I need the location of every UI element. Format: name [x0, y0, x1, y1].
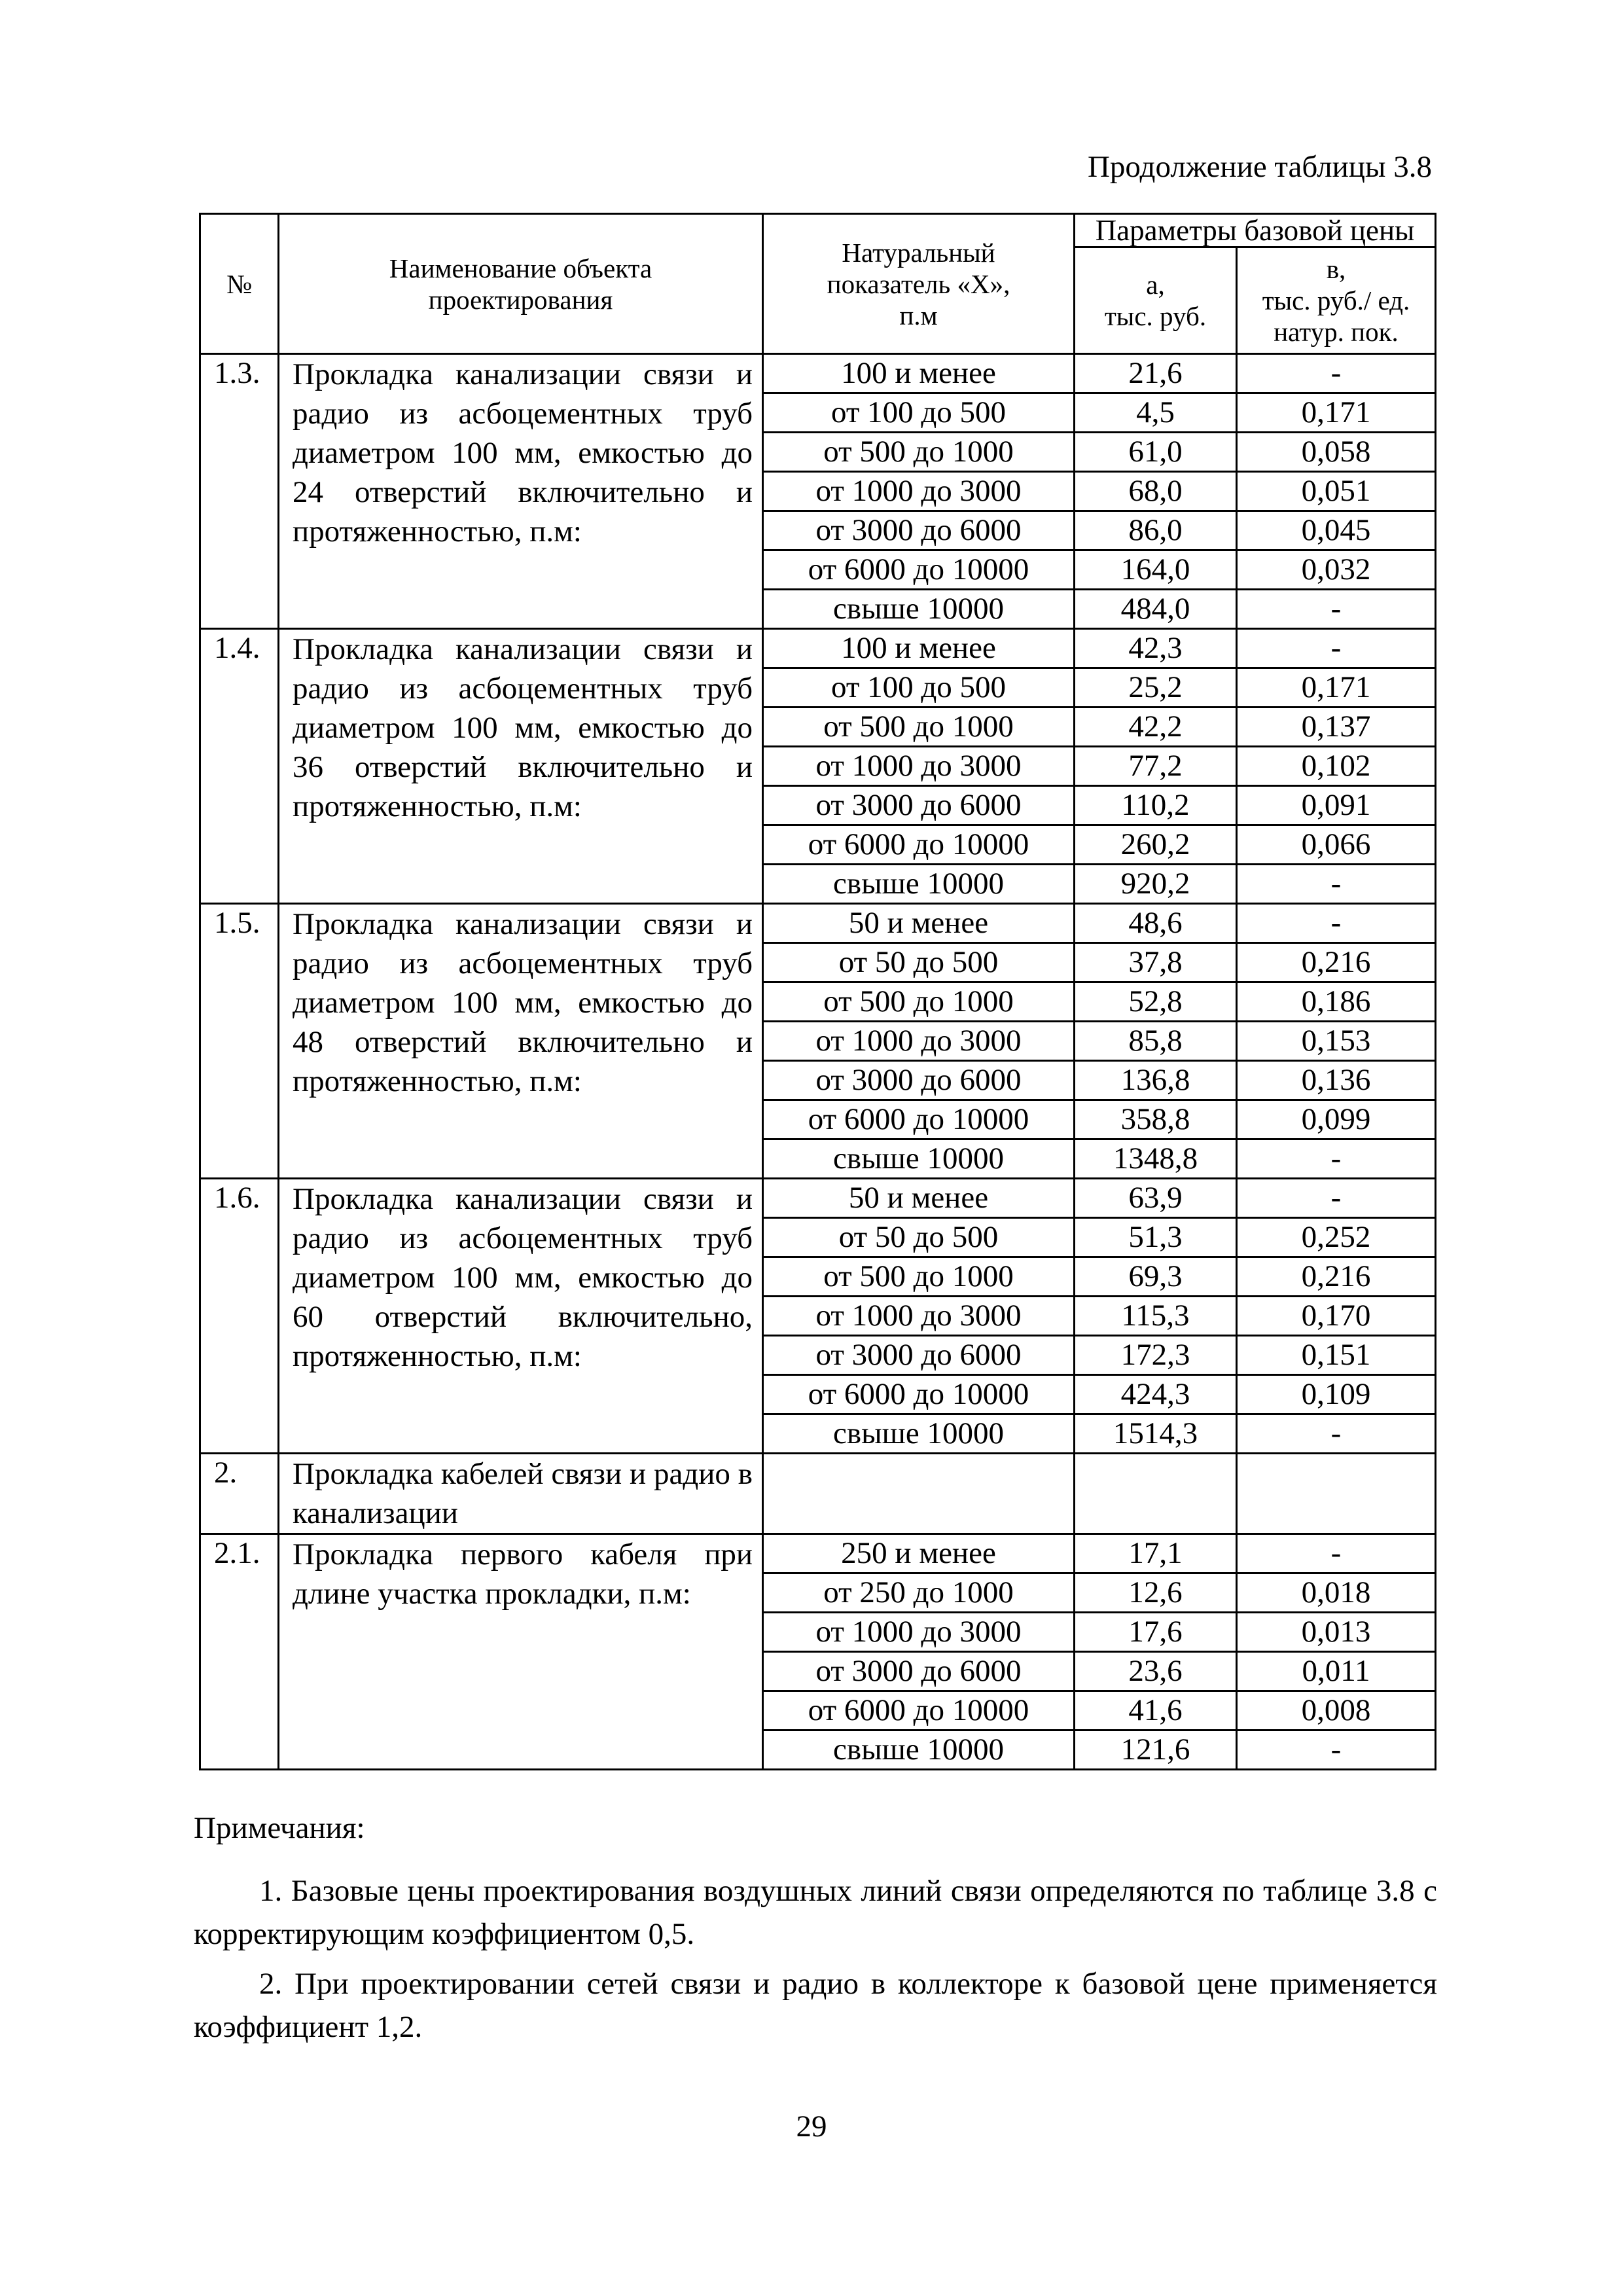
- notes-section: [194, 1806, 1437, 2055]
- price-b: 0,109: [1237, 1375, 1436, 1414]
- table-body: [200, 354, 1436, 1770]
- note-item: 2. При проектировании сетей связи и радио в коллекторе к базовой цене применяется коэффициент 1,2.: [194, 1967, 1437, 2044]
- item-description: Прокладка первого кабеля при длине участка прокладки, п.м:: [279, 1534, 763, 1770]
- table-row: [200, 1179, 1436, 1218]
- price-a: 21,6: [1075, 354, 1237, 393]
- indicator-range: свыше 10000: [763, 590, 1075, 629]
- indicator-range: от 1000 до 3000: [763, 747, 1075, 786]
- table-row: [200, 904, 1436, 943]
- price-b: 0,066: [1237, 825, 1436, 865]
- indicator-range: от 1000 до 3000: [763, 1613, 1075, 1652]
- price-b: -: [1237, 865, 1436, 904]
- indicator-range: от 500 до 1000: [763, 433, 1075, 472]
- header-indicator: [763, 214, 1075, 354]
- indicator-range: от 500 до 1000: [763, 708, 1075, 747]
- header-indicator-line: показатель «Х»,: [827, 268, 1010, 299]
- price-b: 0,170: [1237, 1297, 1436, 1336]
- price-a: 63,9: [1075, 1179, 1237, 1218]
- price-a: 37,8: [1075, 943, 1237, 982]
- price-b: 0,151: [1237, 1336, 1436, 1375]
- item-number: 1.6.: [200, 1179, 279, 1454]
- header-b: [1237, 247, 1436, 354]
- price-b: 0,136: [1237, 1061, 1436, 1100]
- indicator-range: от 6000 до 10000: [763, 550, 1075, 590]
- price-b: 0,216: [1237, 943, 1436, 982]
- item-description: Прокладка канализации связи и радио из асбоцементных труб диаметром 100 мм, емкостью до 24 отверстий включительно и протяженностью, п.м:: [279, 354, 763, 629]
- indicator-range: от 500 до 1000: [763, 1257, 1075, 1297]
- table-row: [200, 1454, 1436, 1534]
- item-number: 1.3.: [200, 354, 279, 629]
- header-num: №: [200, 214, 279, 354]
- price-b: 0,252: [1237, 1218, 1436, 1257]
- price-b: -: [1237, 1179, 1436, 1218]
- price-b: 0,045: [1237, 511, 1436, 550]
- table-row: [200, 1534, 1436, 1573]
- price-b: [1237, 1454, 1436, 1534]
- price-b: -: [1237, 904, 1436, 943]
- price-b: 0,171: [1237, 393, 1436, 433]
- price-a: 115,3: [1075, 1297, 1237, 1336]
- price-a: 121,6: [1075, 1731, 1237, 1770]
- price-a: 17,1: [1075, 1534, 1237, 1573]
- indicator-range: от 100 до 500: [763, 393, 1075, 433]
- indicator-range: от 6000 до 10000: [763, 825, 1075, 865]
- price-a: 920,2: [1075, 865, 1237, 904]
- price-a: 358,8: [1075, 1100, 1237, 1139]
- price-b: 0,171: [1237, 668, 1436, 708]
- base-price-table: [199, 213, 1436, 1770]
- item-number: 2.: [200, 1454, 279, 1534]
- indicator-range: от 250 до 1000: [763, 1573, 1075, 1613]
- header-a-line: тыс. руб.: [1104, 301, 1207, 331]
- indicator-range: 100 и менее: [763, 629, 1075, 668]
- indicator-range: 50 и менее: [763, 904, 1075, 943]
- price-a: 110,2: [1075, 786, 1237, 825]
- price-a: [1075, 1454, 1237, 1534]
- header-indicator-line: п.м: [899, 300, 938, 331]
- indicator-range: 100 и менее: [763, 354, 1075, 393]
- indicator-range: 50 и менее: [763, 1179, 1075, 1218]
- price-a: 17,6: [1075, 1613, 1237, 1652]
- indicator-range: свыше 10000: [763, 865, 1075, 904]
- price-a: 41,6: [1075, 1691, 1237, 1731]
- table-row: [200, 354, 1436, 393]
- item-description: Прокладка канализации связи и радио из асбоцементных труб диаметром 100 мм, емкостью до 48 отверстий включительно и протяженностью, п.м:: [279, 904, 763, 1179]
- header-name: [279, 214, 763, 354]
- price-b: 0,011: [1237, 1652, 1436, 1691]
- price-a: 61,0: [1075, 433, 1237, 472]
- price-a: 69,3: [1075, 1257, 1237, 1297]
- price-b: 0,137: [1237, 708, 1436, 747]
- indicator-range: [763, 1454, 1075, 1534]
- item-number: 2.1.: [200, 1534, 279, 1770]
- price-b: 0,099: [1237, 1100, 1436, 1139]
- price-a: 172,3: [1075, 1336, 1237, 1375]
- price-a: 77,2: [1075, 747, 1237, 786]
- price-a: 68,0: [1075, 472, 1237, 511]
- indicator-range: от 500 до 1000: [763, 982, 1075, 1022]
- price-b: 0,032: [1237, 550, 1436, 590]
- price-a: 136,8: [1075, 1061, 1237, 1100]
- price-b: 0,013: [1237, 1613, 1436, 1652]
- header-a-line: а,: [1146, 270, 1165, 300]
- price-a: 25,2: [1075, 668, 1237, 708]
- indicator-range: от 3000 до 6000: [763, 1652, 1075, 1691]
- price-b: 0,216: [1237, 1257, 1436, 1297]
- header-indicator-line: Натуральный: [842, 237, 995, 268]
- indicator-range: 250 и менее: [763, 1534, 1075, 1573]
- price-a: 484,0: [1075, 590, 1237, 629]
- price-b: 0,058: [1237, 433, 1436, 472]
- indicator-range: от 1000 до 3000: [763, 1297, 1075, 1336]
- item-description: Прокладка канализации связи и радио из асбоцементных труб диаметром 100 мм, емкостью до 60 отверстий включительно, протяженностью, п.м:: [279, 1179, 763, 1454]
- price-a: 424,3: [1075, 1375, 1237, 1414]
- price-a: 51,3: [1075, 1218, 1237, 1257]
- price-b: -: [1237, 1414, 1436, 1454]
- table-row: [200, 629, 1436, 668]
- price-a: 52,8: [1075, 982, 1237, 1022]
- price-a: 1514,3: [1075, 1414, 1237, 1454]
- table-header: [200, 214, 1436, 354]
- indicator-range: от 3000 до 6000: [763, 511, 1075, 550]
- price-b: -: [1237, 354, 1436, 393]
- price-b: 0,186: [1237, 982, 1436, 1022]
- indicator-range: свыше 10000: [763, 1139, 1075, 1179]
- price-b: 0,051: [1237, 472, 1436, 511]
- indicator-range: от 6000 до 10000: [763, 1100, 1075, 1139]
- indicator-range: от 3000 до 6000: [763, 1336, 1075, 1375]
- price-a: 164,0: [1075, 550, 1237, 590]
- table-caption: Продолжение таблицы 3.8: [1087, 150, 1432, 184]
- header-b-line: натур. пок.: [1274, 317, 1399, 347]
- price-a: 1348,8: [1075, 1139, 1237, 1179]
- indicator-range: от 50 до 500: [763, 943, 1075, 982]
- price-a: 48,6: [1075, 904, 1237, 943]
- item-description: Прокладка канализации связи и радио из асбоцементных труб диаметром 100 мм, емкостью до 36 отверстий включительно и протяженностью, п.м:: [279, 629, 763, 904]
- indicator-range: от 50 до 500: [763, 1218, 1075, 1257]
- indicator-range: от 1000 до 3000: [763, 472, 1075, 511]
- indicator-range: свыше 10000: [763, 1731, 1075, 1770]
- price-b: 0,102: [1237, 747, 1436, 786]
- indicator-range: от 3000 до 6000: [763, 1061, 1075, 1100]
- indicator-range: от 6000 до 10000: [763, 1691, 1075, 1731]
- price-a: 42,2: [1075, 708, 1237, 747]
- indicator-range: от 3000 до 6000: [763, 786, 1075, 825]
- page-number: 29: [796, 2109, 827, 2144]
- price-a: 85,8: [1075, 1022, 1237, 1061]
- header-b-line: в,: [1326, 254, 1346, 284]
- price-a: 86,0: [1075, 511, 1237, 550]
- item-number: 1.4.: [200, 629, 279, 904]
- header-b-line: тыс. руб./ ед.: [1262, 285, 1410, 315]
- item-description: Прокладка кабелей связи и радио в канализации: [279, 1454, 763, 1534]
- header-name-text: Наименование объекта проектирования: [389, 253, 652, 315]
- price-a: 42,3: [1075, 629, 1237, 668]
- price-b: -: [1237, 1731, 1436, 1770]
- indicator-range: свыше 10000: [763, 1414, 1075, 1454]
- indicator-range: от 6000 до 10000: [763, 1375, 1075, 1414]
- price-b: 0,091: [1237, 786, 1436, 825]
- price-b: 0,008: [1237, 1691, 1436, 1731]
- price-b: -: [1237, 590, 1436, 629]
- price-b: -: [1237, 629, 1436, 668]
- notes-title: Примечания:: [194, 1811, 365, 1845]
- header-params: Параметры базовой цены: [1075, 214, 1436, 247]
- price-b: 0,018: [1237, 1573, 1436, 1613]
- indicator-range: от 1000 до 3000: [763, 1022, 1075, 1061]
- item-number: 1.5.: [200, 904, 279, 1179]
- price-a: 260,2: [1075, 825, 1237, 865]
- header-a: [1075, 247, 1237, 354]
- note-item: 1. Базовые цены проектирования воздушных линий связи определяются по таблице 3.8 с корректирующим коэффициентом 0,5.: [194, 1874, 1437, 1951]
- price-a: 12,6: [1075, 1573, 1237, 1613]
- price-b: -: [1237, 1534, 1436, 1573]
- price-b: 0,153: [1237, 1022, 1436, 1061]
- indicator-range: от 100 до 500: [763, 668, 1075, 708]
- price-a: 23,6: [1075, 1652, 1237, 1691]
- price-b: -: [1237, 1139, 1436, 1179]
- price-a: 4,5: [1075, 393, 1237, 433]
